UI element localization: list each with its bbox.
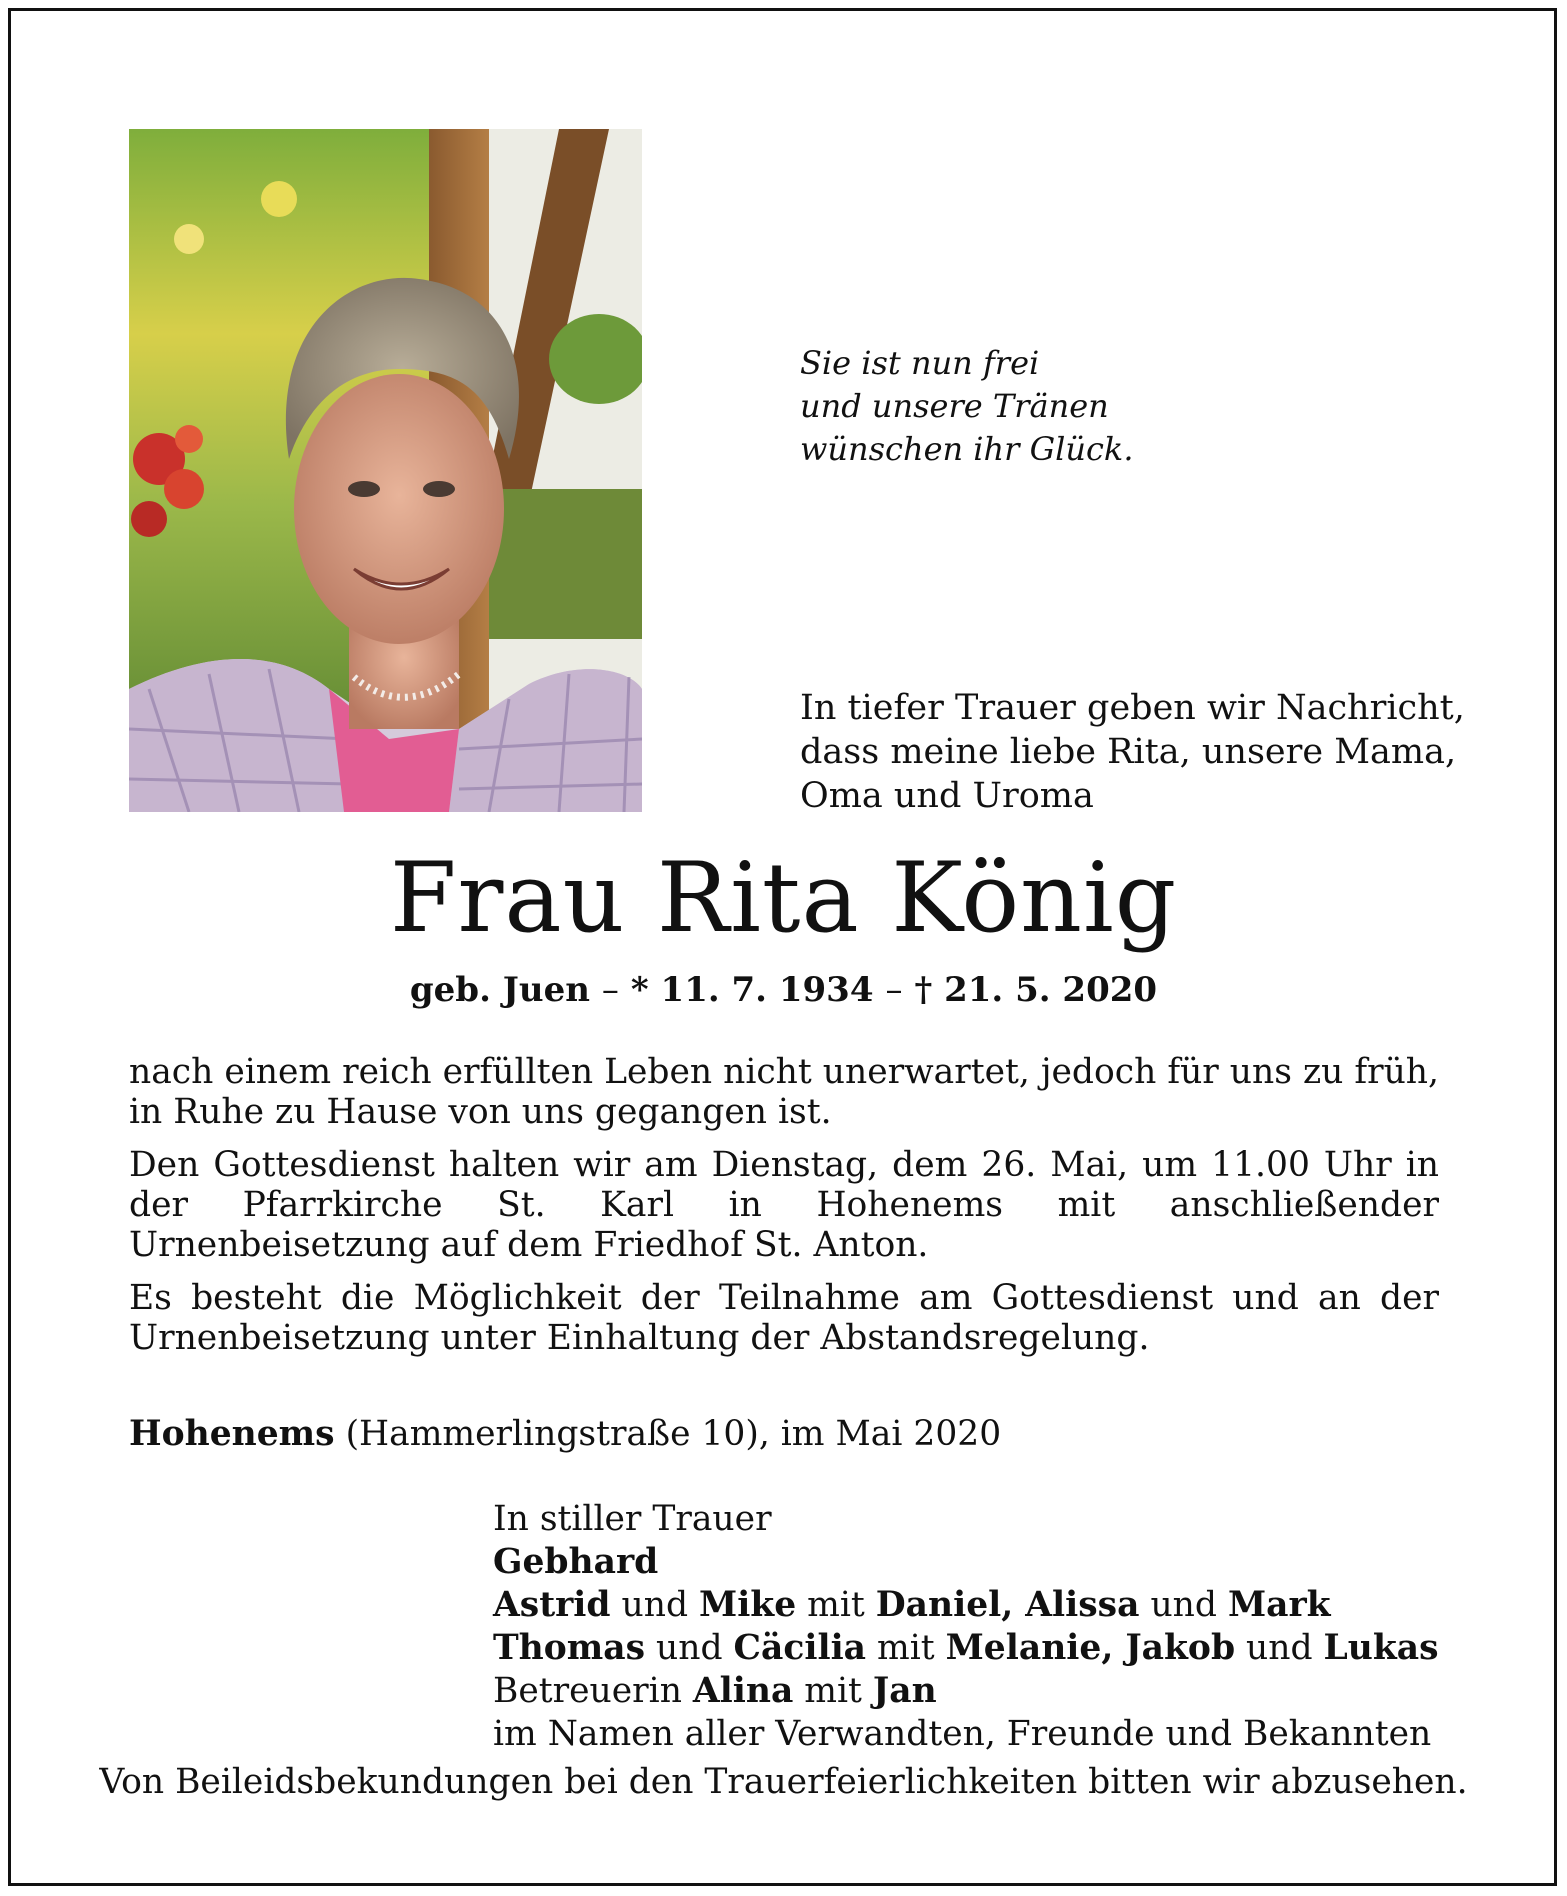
intro-line: dass meine liebe Rita, unsere Mama, [800, 732, 1457, 772]
connector: und [621, 1585, 689, 1625]
paragraph: Es besteht die Möglichkeit der Teilnahme am Gottesdienst und an der Urnenbeisetzung unter Einhaltung der Abstandsregelung. [129, 1278, 1439, 1358]
mourner-name: Astrid [493, 1585, 611, 1625]
poem-line: Sie ist nun frei [800, 344, 1040, 382]
connector: und [1150, 1585, 1217, 1625]
announcement-body [129, 1052, 1439, 1371]
deceased-name: Frau Rita König [389, 842, 1178, 954]
mourner-name: Melanie, Jakob [945, 1628, 1236, 1668]
connector: mit [807, 1585, 865, 1625]
dash: – [885, 970, 903, 1010]
dash: – [601, 970, 619, 1010]
mourner-line [493, 1541, 1439, 1584]
poem-line: und unsere Tränen [800, 387, 1109, 425]
mourner-name: Alina [692, 1671, 794, 1711]
mourners-header: In stiller Trauer [493, 1499, 772, 1539]
intro-line: In tiefer Trauer geben wir Nachricht, [800, 688, 1465, 728]
mourner-name: Jan [872, 1671, 937, 1711]
mourner-name: Gebhard [493, 1542, 659, 1582]
birth-name: geb. Juen [409, 970, 590, 1010]
place-date [129, 1414, 1001, 1454]
portrait-photo [129, 129, 642, 812]
mourner-name: Lukas [1323, 1628, 1439, 1668]
connector: und [1246, 1628, 1313, 1668]
mourner-name: Cäcilia [733, 1628, 867, 1668]
connector: mit [877, 1628, 935, 1668]
mourner-name: Mike [699, 1585, 797, 1625]
mourner-line [493, 1670, 1439, 1713]
connector: und [656, 1628, 723, 1668]
connector: Betreuerin [493, 1671, 682, 1711]
closing-note: Von Beileidsbekundungen bei den Trauerfeierlichkeiten bitten wir abzusehen. [99, 1762, 1468, 1802]
paragraph: Den Gottesdienst halten wir am Dienstag, dem 26. Mai, um 11.00 Uhr in der Pfarrkirche St. Karl in Hohenems mit anschließender Urnenbeisetzung auf dem Friedhof St. Anton. [129, 1145, 1439, 1265]
intro-line: Oma und Uroma [800, 776, 1094, 816]
place-town: Hohenems [129, 1414, 335, 1454]
poem-line: wünschen ihr Glück. [800, 430, 1134, 468]
mourners-list [493, 1498, 1439, 1756]
paragraph: nach einem reich erfüllten Leben nicht unerwartet, jedoch für uns zu früh, in Ruhe zu Hause von uns gegangen ist. [129, 1052, 1439, 1132]
mourner-line [493, 1627, 1439, 1670]
mourner-line [493, 1584, 1439, 1627]
life-dates [0, 968, 1567, 1012]
mourner-name: Thomas [493, 1628, 646, 1668]
mourner-name: Mark [1227, 1585, 1331, 1625]
place-address: (Hammerlingstraße 10), im Mai 2020 [345, 1414, 1002, 1454]
intro-text [800, 686, 1465, 818]
connector: mit [804, 1671, 862, 1711]
mourner-name: Daniel, Alissa [875, 1585, 1140, 1625]
birth-date: * 11. 7. 1934 [630, 970, 874, 1010]
poem [800, 342, 1133, 471]
mourners-footer: im Namen aller Verwandten, Freunde und Bekannten [493, 1714, 1432, 1754]
death-date: † 21. 5. 2020 [914, 970, 1158, 1010]
